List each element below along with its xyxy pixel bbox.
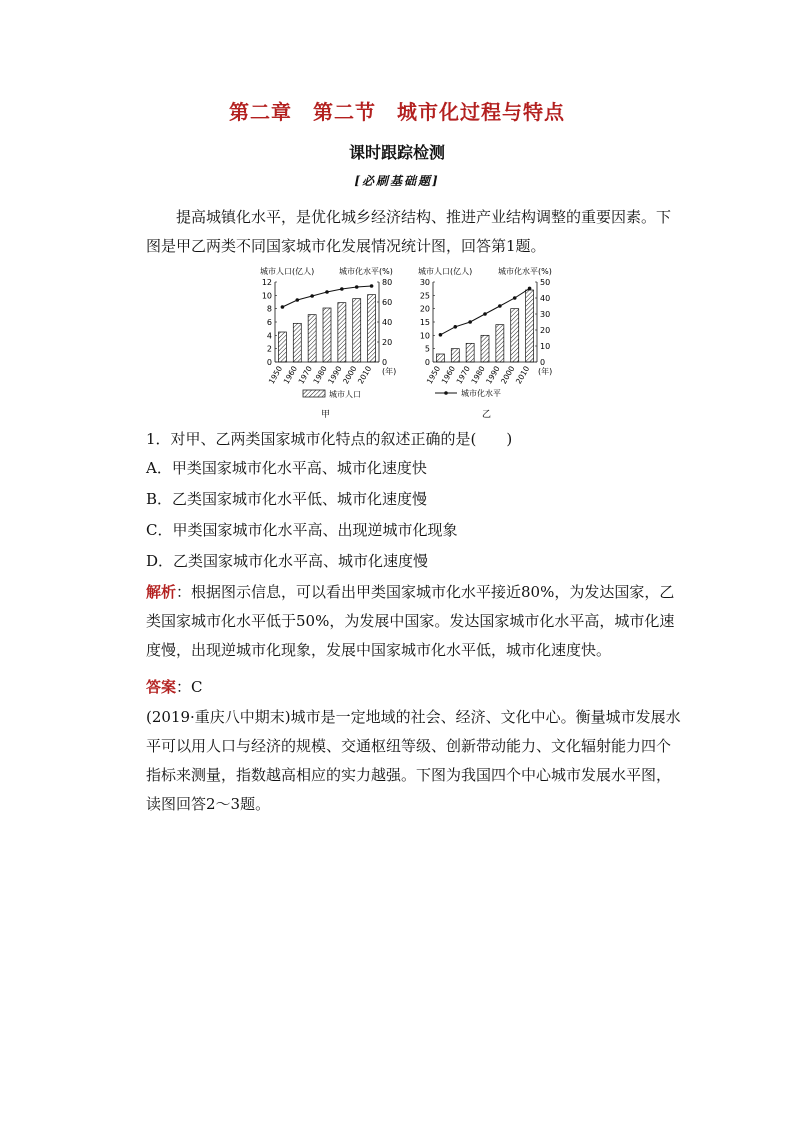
line-point-2000 <box>355 285 359 289</box>
line-point-1990 <box>498 304 502 308</box>
analysis-label: 解析 <box>146 583 177 601</box>
legend-swatch <box>303 390 325 397</box>
bar-2010 <box>526 290 534 362</box>
right-tick-label: 40 <box>540 294 551 303</box>
left-tick-label: 10 <box>261 291 272 301</box>
analysis-paragraph <box>146 578 681 665</box>
page-subtitle: 课时跟踪检测 <box>348 143 445 162</box>
bar-1950 <box>436 354 444 362</box>
bar-1990 <box>338 303 346 362</box>
chart-jia <box>255 264 415 424</box>
x-tick-label: 1960 <box>439 364 458 386</box>
right-tick-label: 60 <box>382 298 393 307</box>
x-tick-label: 1990 <box>326 364 344 386</box>
bar-1960 <box>451 349 459 362</box>
left-tick-label: 30 <box>419 278 430 287</box>
x-tick-label: 2010 <box>355 364 374 386</box>
intro-paragraph: 提高城镇化水平，是优化城乡经济结构、推进产业结构调整的重要因素。下图是甲乙两类不同国家城市化发展情况统计图，回答第1题。 <box>146 208 672 255</box>
right-axis-label: 城市化水平(%) <box>498 267 552 276</box>
line-point-1980 <box>325 290 329 294</box>
chart-name-label: 乙 <box>482 410 492 420</box>
x-tick-label: 1990 <box>484 364 502 386</box>
x-tick-label: 1980 <box>469 364 487 386</box>
passage-paragraph: (2019·重庆八中期末)城市是一定地域的社会、经济、文化中心。衡量城市发展水平可以用人口与经济的规模、交通枢纽等级、创新带动能力、文化辐射能力四个指标来测量，指数越高相应的实力越强。下图为我国四个中心城市发展水平图，读图回答2～3题。 <box>146 708 681 813</box>
option-d: D．乙类国家城市化水平高、城市化速度慢 <box>146 552 429 570</box>
bar-1980 <box>323 308 331 362</box>
legend-label: 城市化水平 <box>461 389 501 398</box>
bar-1970 <box>466 343 474 362</box>
option-c: C．甲类国家城市化水平高、出现逆城市化现象 <box>146 521 458 539</box>
answer-text: ：C <box>176 678 203 696</box>
answer-line <box>146 673 203 702</box>
left-tick-label: 8 <box>266 304 272 314</box>
chart-name-label: 甲 <box>321 410 331 420</box>
bar-1960 <box>293 323 301 362</box>
answer-label: 答案 <box>146 678 177 696</box>
left-axis-label: 城市人口(亿人) <box>260 267 315 276</box>
bar-1990 <box>496 325 504 362</box>
line-point-2000 <box>513 296 517 300</box>
legend-marker <box>444 391 448 395</box>
line-point-1970 <box>310 294 314 298</box>
bar-2000 <box>511 309 519 362</box>
x-tick-label: 1970 <box>454 364 472 386</box>
x-unit-label: (年) <box>382 367 397 376</box>
x-tick-label: 2010 <box>513 364 532 386</box>
bar-1970 <box>308 315 316 362</box>
right-tick-label: 20 <box>382 338 393 347</box>
line-point-2010 <box>370 284 374 288</box>
right-tick-label: 0 <box>540 358 546 367</box>
line-point-1960 <box>453 325 457 329</box>
left-tick-label: 25 <box>419 291 430 301</box>
left-tick-label: 6 <box>266 318 272 327</box>
right-tick-label: 10 <box>540 342 551 351</box>
bar-1950 <box>278 332 286 362</box>
x-tick-label: 1960 <box>281 364 300 386</box>
right-axis-label: 城市化水平(%) <box>339 267 393 276</box>
line-point-1950 <box>281 305 285 309</box>
option-a: A．甲类国家城市化水平高、城市化速度快 <box>146 459 427 477</box>
left-tick-label: 0 <box>266 358 272 367</box>
line-point-1960 <box>295 298 299 302</box>
x-tick-label: 2000 <box>499 364 517 386</box>
x-tick-label: 1970 <box>296 364 314 386</box>
right-tick-label: 40 <box>382 318 393 327</box>
option-b: B．乙类国家城市化水平低、城市化速度慢 <box>146 490 428 508</box>
line-point-1970 <box>468 320 472 324</box>
left-tick-label: 2 <box>266 344 272 354</box>
analysis-text: ：根据图示信息，可以看出甲类国家城市化水平接近80%，为发达国家，乙类国家城市化水平低于50%，为发展中国家。发达国家城市化水平高，城市化速度慢，出现逆城市化现象，发展中国家城市化水平低，城市化速度快。 <box>146 583 675 659</box>
line-point-1980 <box>483 312 487 316</box>
left-tick-label: 20 <box>419 304 430 314</box>
x-unit-label: (年) <box>538 367 553 376</box>
left-axis-label: 城市人口(亿人) <box>418 267 473 276</box>
section-tag: [必刷基础题] <box>354 174 440 188</box>
legend-label: 城市人口 <box>329 390 361 399</box>
left-tick-label: 5 <box>424 344 430 354</box>
x-tick-label: 1950 <box>424 364 443 386</box>
bar-2000 <box>353 299 361 362</box>
left-tick-label: 4 <box>266 331 272 341</box>
right-tick-label: 0 <box>382 358 388 367</box>
right-tick-label: 50 <box>540 278 551 287</box>
question-stem: 1．对甲、乙两类国家城市化特点的叙述正确的是( ) <box>146 430 513 448</box>
right-tick-label: 30 <box>540 310 551 319</box>
x-tick-label: 2000 <box>341 364 359 386</box>
line-point-1990 <box>340 287 344 291</box>
left-tick-label: 12 <box>261 278 272 287</box>
right-tick-label: 20 <box>540 326 551 335</box>
left-tick-label: 0 <box>424 358 430 367</box>
right-tick-label: 80 <box>382 278 393 287</box>
bar-1980 <box>481 335 489 362</box>
line-point-1950 <box>439 333 443 337</box>
chart-yi <box>415 264 580 424</box>
bar-2010 <box>368 295 376 362</box>
left-tick-label: 15 <box>419 318 430 327</box>
left-tick-label: 10 <box>419 331 430 341</box>
x-tick-label: 1980 <box>311 364 329 386</box>
x-tick-label: 1950 <box>266 364 285 386</box>
line-point-2010 <box>528 287 532 291</box>
page-title: 第二章 第二节 城市化过程与特点 <box>229 100 565 124</box>
